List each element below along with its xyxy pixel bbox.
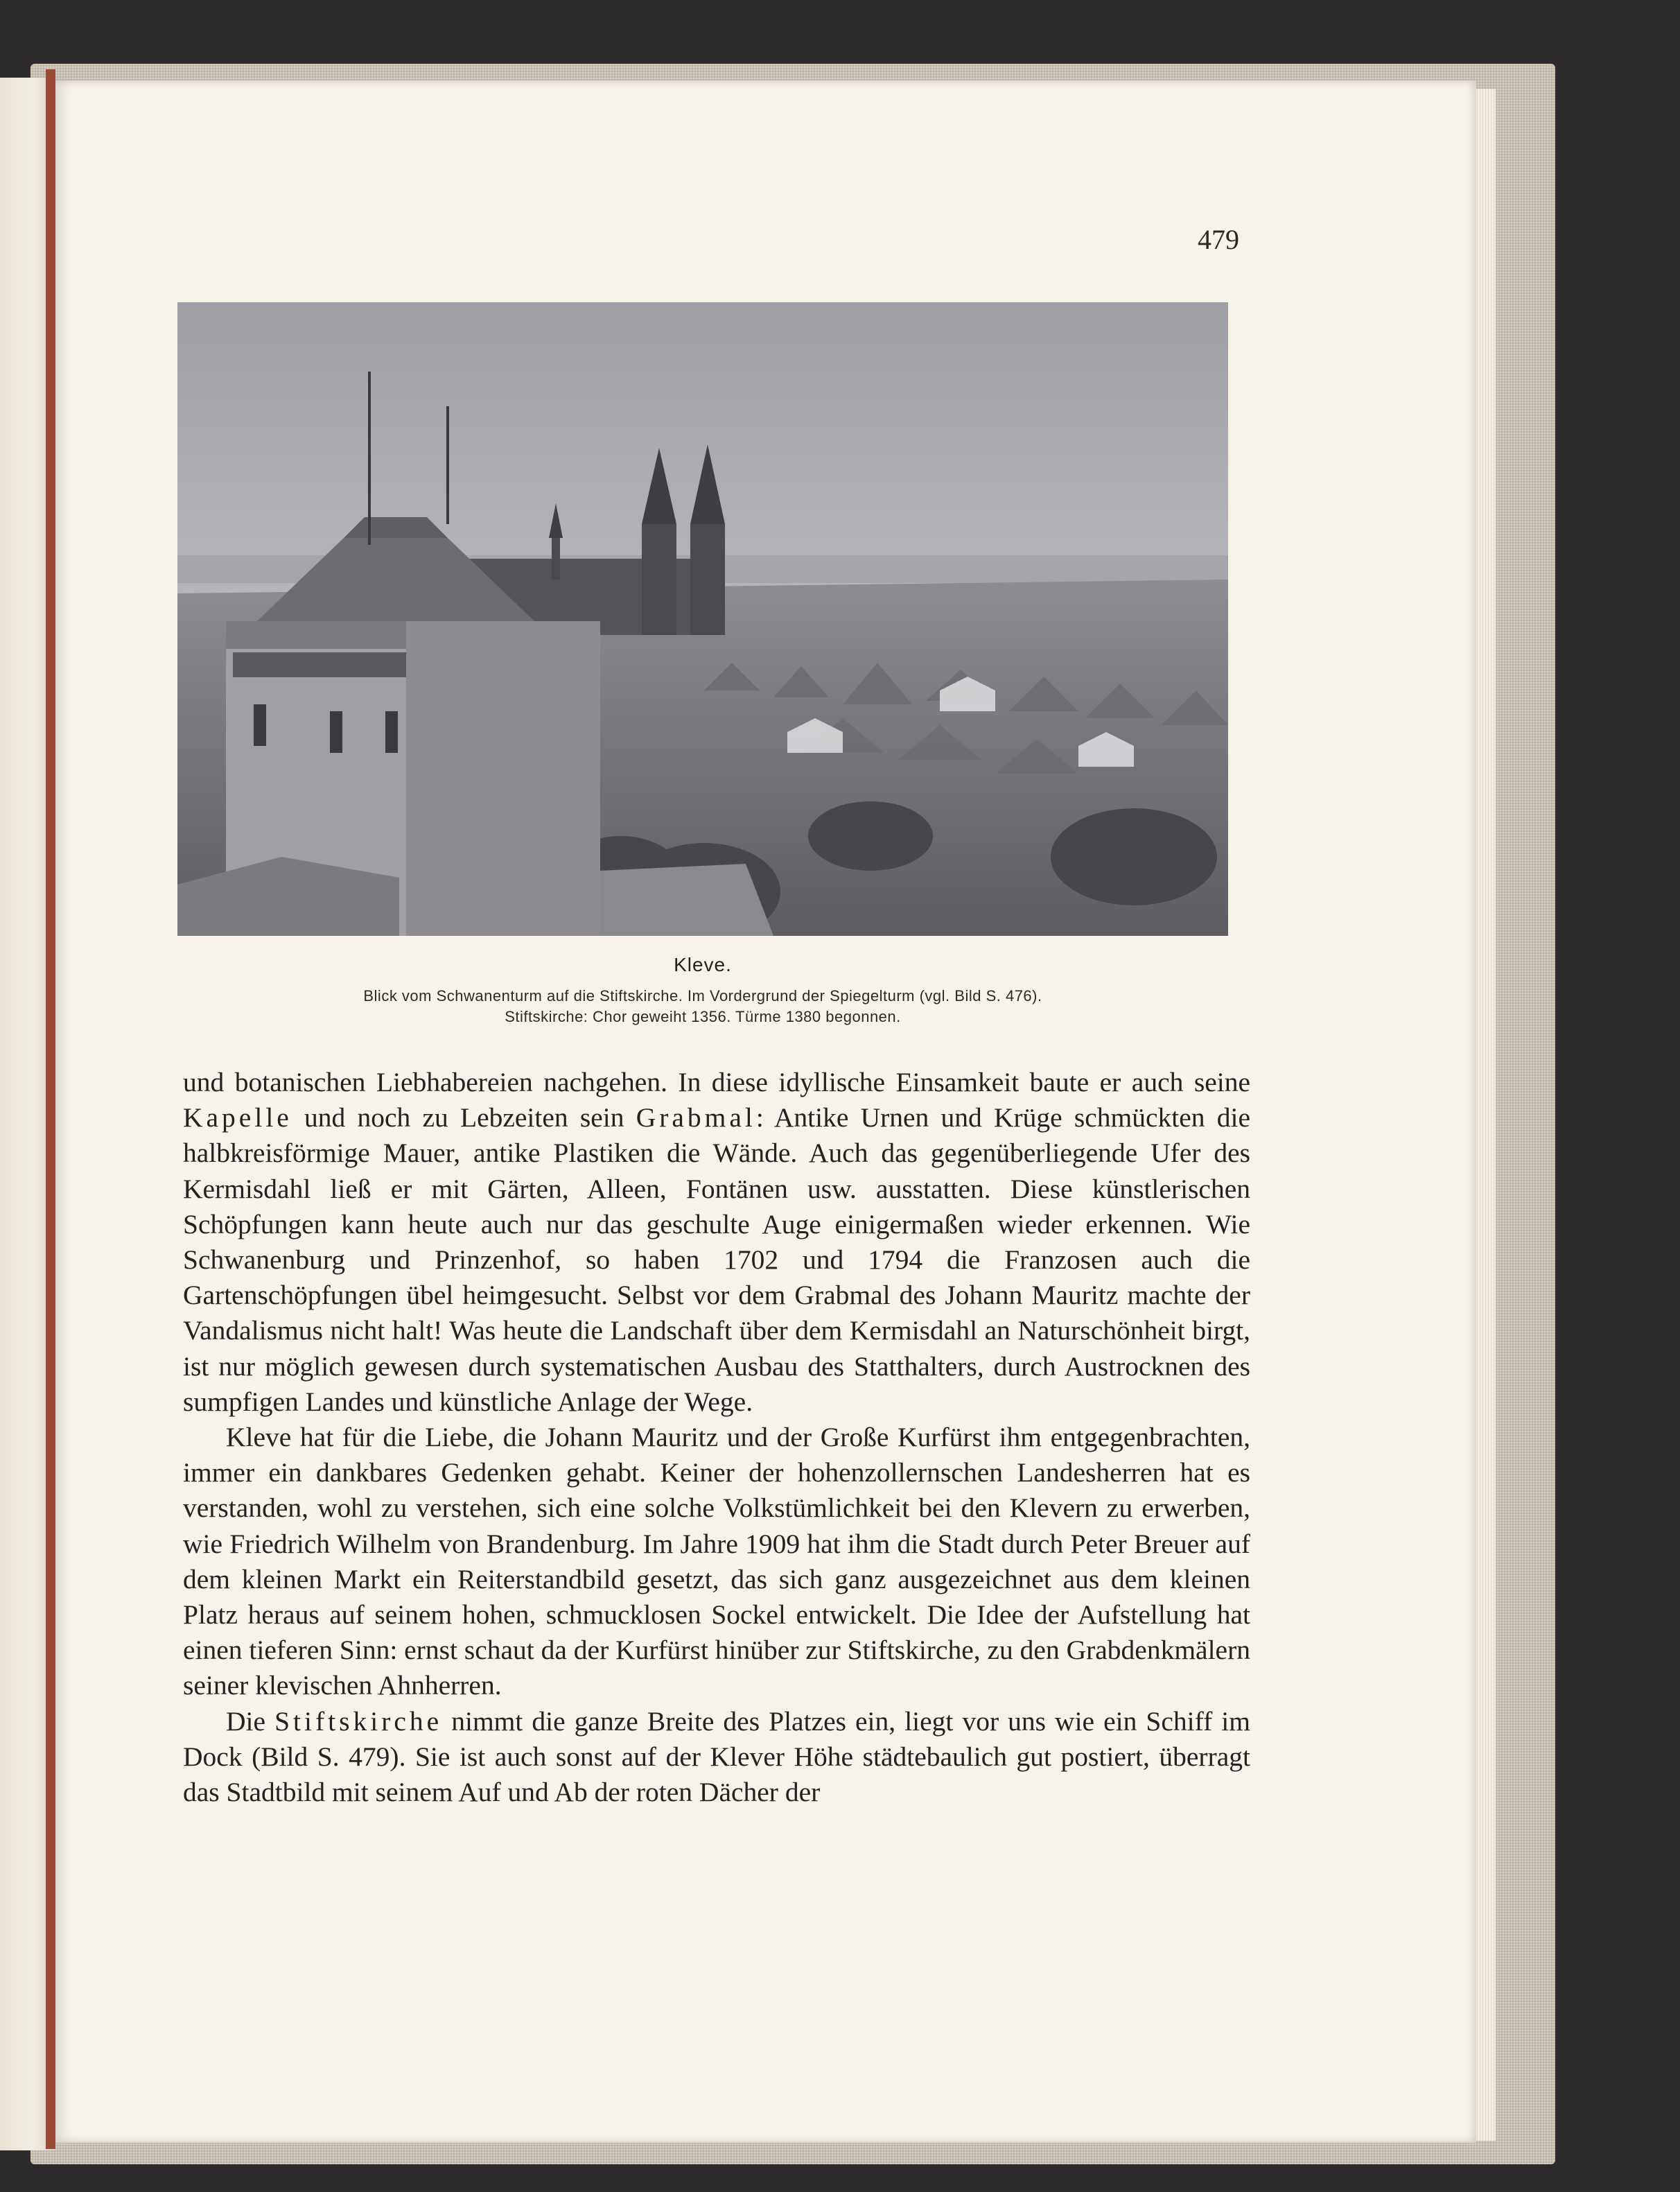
text-segment: Kleve hat für die Liebe, die Johann Mauritz und der Große Kurfürst ihm entgegenbrachten, immer ein dankbares Gedenken gehabt. Keiner der hohenzollernschen Landesherren hat es verstanden, wohl zu verstehen, sich eine solche Volkstümlichkeit bei den Klevern zu erwerben, wie Friedrich Wilhelm von Brandenburg. Im Jahre 1909 hat ihm die Stadt durch Peter Breuer auf dem kleinen Markt ein Reiterstandbild gesetzt, das sich ganz ausgezeichnet aus dem kleinen Platz heraus auf seinem hohen, schmucklosen Sockel entwickelt. Die Idee der Aufstellung hat einen tieferen Sinn: ernst schaut da der Kurfürst hinüber zur Stiftskirche, zu den Grabdenkmälern seiner klevischen Ahnherren.: [183, 1422, 1250, 1701]
figure-caption-line-2: Stiftskirche: Chor geweiht 1356. Türme 1380 begonnen.: [505, 1008, 901, 1025]
figure-title: Kleve.: [674, 954, 732, 975]
text-segment: nimmt die ganze Breite des Platzes ein, liegt vor uns wie ein Schiff im Dock (Bild S. 479). Sie ist auch sonst auf der Klever Höhe städtebaulich gut postiert, überragt das Stadtbild mit seinem Auf und Ab der roten Dächer der: [183, 1705, 1250, 1808]
figure-caption-line-1: Blick vom Schwanenturm auf die Stiftskirche. Im Vordergrund der Spiegelturm (vgl. Bild S. 476).: [363, 987, 1042, 1004]
text-segment: und noch zu Lebzeiten sein: [292, 1102, 636, 1133]
text-segment: : Antike Urnen und Krüge schmückten die halbkreisförmige Mauer, antike Plastiken die Wände. Auch das gegenüberliegende Ufer des Kermisdahl ließ er mit Gärten, Alleen, Fontänen usw. ausstatten. Diese künstlerischen Schöpfungen kann heute auch nur das geschulte Auge einigermaßen wieder erkennen. Wie Schwanenburg und Prinzenhof, so haben 1702 und 1794 die Franzosen auch die Gartenschöpfungen übel heimgesucht. Selbst vor dem Grabmal des Johann Mauritz machte der Vandalismus nicht halt! Was heute die Landschaft über dem Kermisdahl an Naturschönheit birgt, ist nur möglich gewesen durch systematischen Ausbau des Statthalters, durch Austrocknen des sumpfigen Landes und künstliche Anlage der Wege.: [183, 1102, 1250, 1417]
text-segment: Die: [226, 1705, 275, 1737]
body-text: [183, 1065, 1250, 1810]
paragraph: [183, 1704, 1250, 1811]
figure-photo-kleve: [177, 302, 1228, 936]
paragraph: [183, 1065, 1250, 1420]
text-segment: und botanischen Liebhabereien nachgehen. In diese idyllische Einsamkeit baute er auch seine: [183, 1067, 1250, 1097]
paragraph: [183, 1420, 1250, 1704]
left-cover-edge: [46, 69, 55, 2149]
emphasized-term: Grabmal: [636, 1102, 756, 1133]
emphasized-term: Stiftskirche: [274, 1705, 443, 1737]
emphasized-term: Kapelle: [183, 1102, 292, 1133]
page-number: 479: [1198, 224, 1239, 255]
